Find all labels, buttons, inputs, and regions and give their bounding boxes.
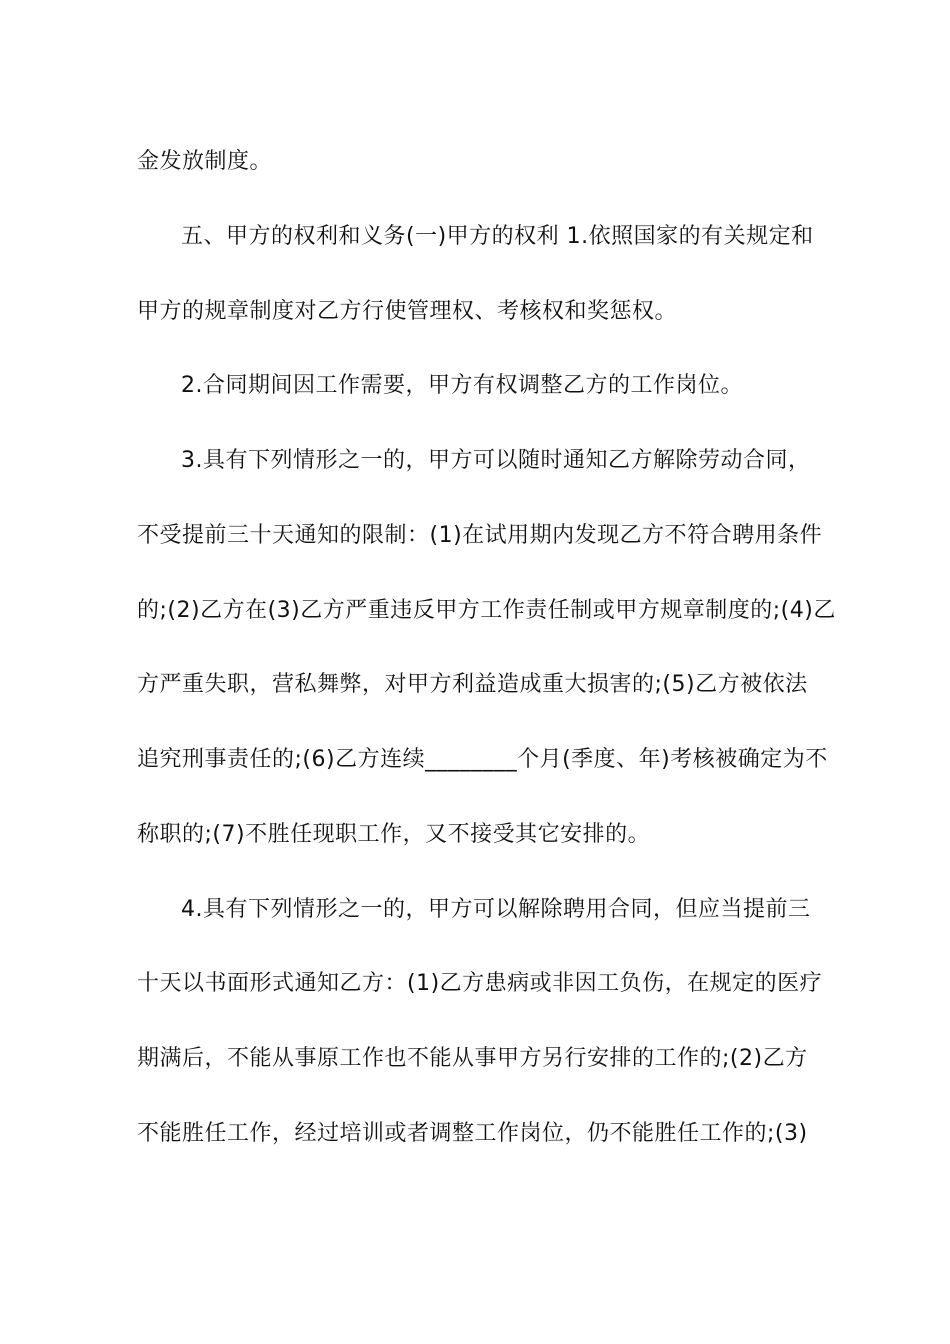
text-line-3: 甲方的规章制度对乙方行使管理权、考核权和奖惩权。 — [137, 299, 678, 324]
section-heading-line: 五、甲方的权利和义务(一)甲方的权利 1.依照国家的有关规定和 — [181, 224, 814, 249]
text-line-9: 追究刑事责任的;(6)乙方连续________个月(季度、年)考核被确定为不 — [137, 747, 828, 772]
clause-4-line: 4.具有下列情形之一的，甲方可以解除聘用合同，但应当提前三 — [181, 897, 811, 922]
text-line-10: 称职的;(7)不胜任现职工作，又不接受其它安排的。 — [137, 822, 651, 847]
text-line-1: 金发放制度。 — [137, 149, 273, 174]
text-line-7: 的;(2)乙方在(3)乙方严重违反甲方工作责任制或甲方规章制度的;(4)乙 — [137, 598, 836, 623]
clause-3-line: 3.具有下列情形之一的，甲方可以随时通知乙方解除劳动合同， — [181, 448, 811, 473]
text-line-13: 期满后，不能从事原工作也不能从事甲方另行安排的工作的;(2)乙方 — [137, 1046, 808, 1071]
text-line-12: 十天以书面形式通知乙方：(1)乙方患病或非因工负伤，在规定的医疗 — [137, 971, 823, 996]
text-line-6: 不受提前三十天通知的限制：(1)在试用期内发现乙方不符合聘用条件 — [137, 523, 823, 548]
text-line-14: 不能胜任工作，经过培训或者调整工作岗位，仍不能胜任工作的;(3) — [137, 1121, 808, 1146]
clause-2-line: 2.合同期间因工作需要，甲方有权调整乙方的工作岗位。 — [181, 373, 743, 398]
text-line-8: 方严重失职，营私舞弊，对甲方利益造成重大损害的;(5)乙方被依法 — [137, 672, 808, 697]
